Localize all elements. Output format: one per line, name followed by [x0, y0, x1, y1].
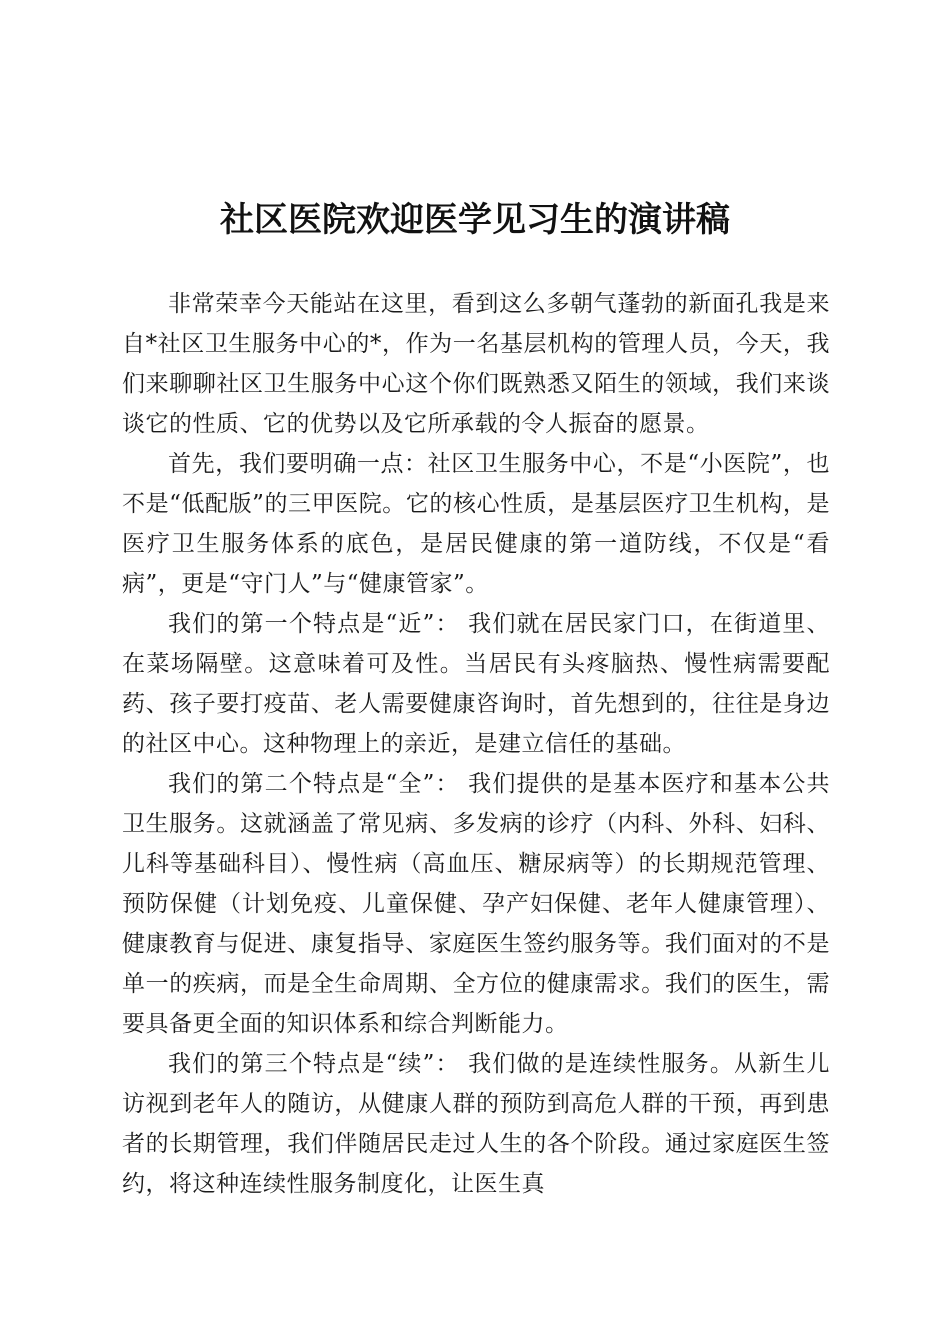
paragraph-nature: 首先，我们要明确一点：社区卫生服务中心，不是“小医院”，也不是“低配版”的三甲医院。它的核心性质，是基层医疗卫生机构，是医疗卫生服务体系的底色，是居民健康的第一道防线，不仅是“看病”，更是“守门人”与“健康管家”。 — [122, 451, 830, 597]
paragraph-intro: 非常荣幸今天能站在这里，看到这么多朝气蓬勃的新面孔我是来自*社区卫生服务中心的*，作为一名基层机构的管理人员，今天，我们来聊聊社区卫生服务中心这个你们既熟悉又陌生的领域，我们来谈谈它的性质、它的优势以及它所承载的令人振奋的愿景。 — [122, 291, 830, 437]
paragraph-feature-comprehensive: 我们的第二个特点是“全”： 我们提供的是基本医疗和基本公共卫生服务。这就涵盖了常见病、多发病的诊疗（内科、外科、妇科、儿科等基础科目）、慢性病（高血压、糖尿病等）的长期规范管理、预防保健（计划免疫、儿童保健、孕产妇保健、老年人健康管理）、健康教育与促进、康复指导、家庭医生签约服务等。我们面对的不是单一的疾病，而是全生命周期、全方位的健康需求。我们的医生，需要具备更全面的知识体系和综合判断能力。 — [122, 771, 830, 1037]
document-body — [122, 284, 830, 1204]
paragraph-feature-continuous: 我们的第三个特点是“续”： 我们做的是连续性服务。从新生儿访视到老年人的随访，从健康人群的预防到高危人群的干预，再到患者的长期管理，我们伴随居民走过人生的各个阶段。通过家庭医生签约，将这种连续性服务制度化，让医生真 — [122, 1051, 830, 1197]
paragraph-feature-near: 我们的第一个特点是“近”： 我们就在居民家门口，在街道里、在菜场隔壁。这意味着可及性。当居民有头疼脑热、慢性病需要配药、孩子要打疫苗、老人需要健康咨询时，首先想到的，往往是身边的社区中心。这种物理上的亲近，是建立信任的基础。 — [122, 611, 830, 757]
document-title: 社区医院欢迎医学见习生的演讲稿 — [220, 200, 730, 240]
